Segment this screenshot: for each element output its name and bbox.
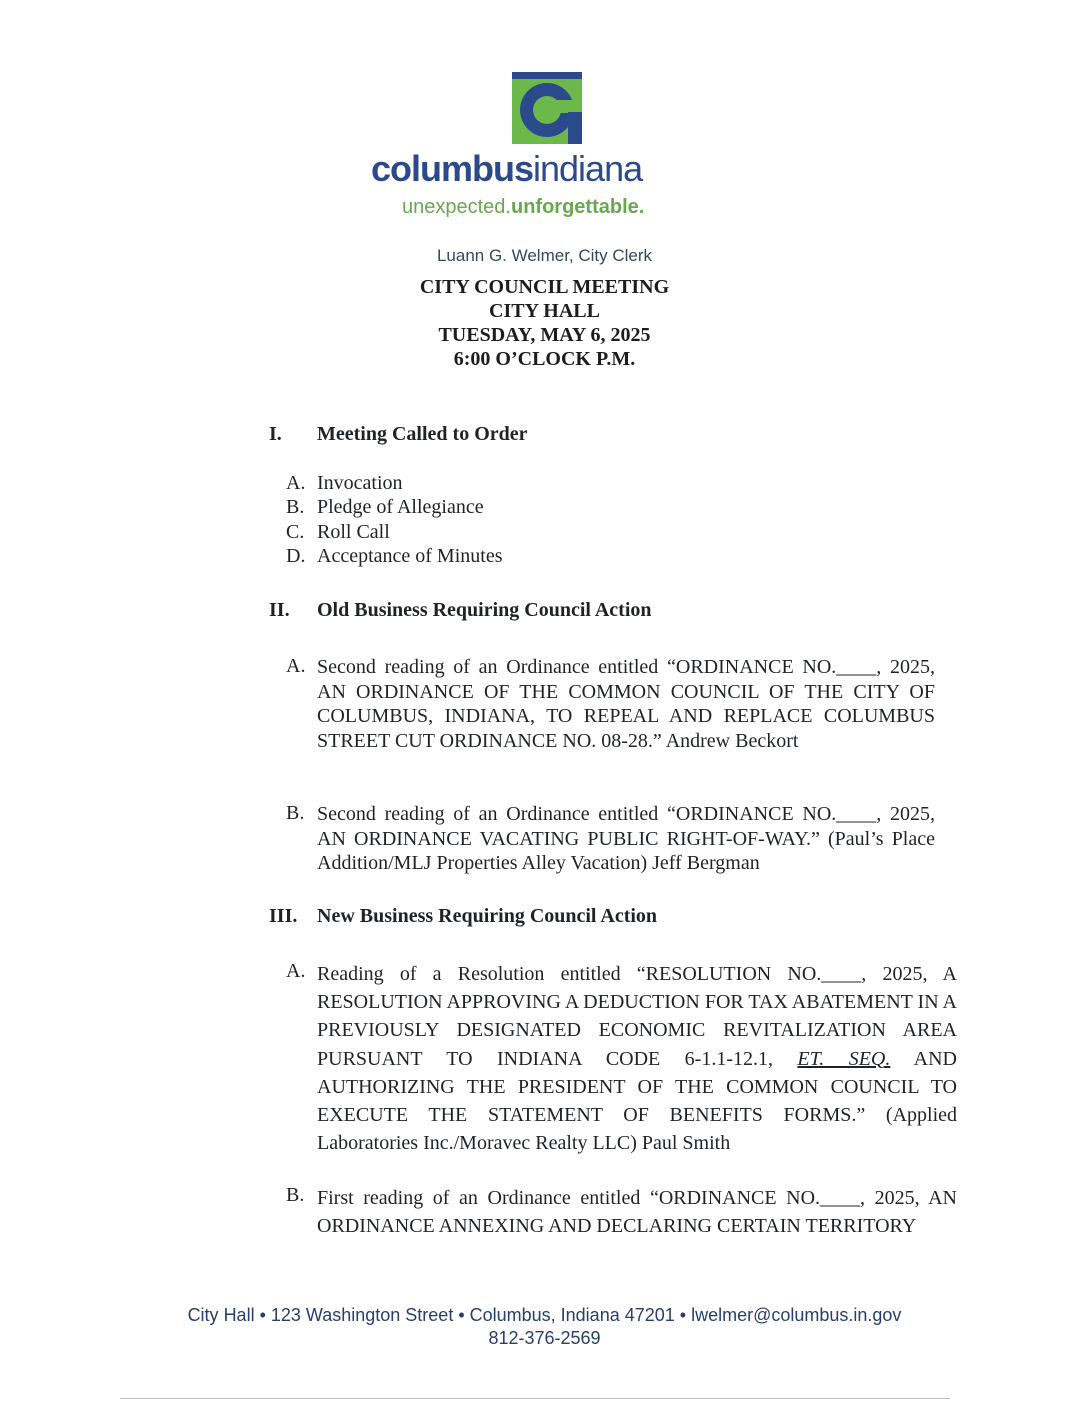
section-3-item-text: Reading of a Resolution entitled “RESOLUTION NO.____, 2025, A RESOLUTION APPROVING A DEDUCTION FOR TAX ABATEMENT IN A PREVIOUSLY DESIGNATED ECONOMIC REVITALIZATION AREA PURSUANT TO INDIANA CODE 6-1.1-12.1, ET. SEQ. AND AUTHORIZING THE PRESIDENT OF THE COMMON COUNCIL TO EXECUTE THE STATEMENT OF BENEFITS FORMS.” (Applied Laboratories Inc./Moravec Realty LLC) Paul Smith [317,963,957,1155]
section-2-number: II. [269,599,290,621]
logo-wordmark: columbusindiana [371,148,643,189]
section-1-item-letter: A. [286,472,306,494]
section-3-item-letter: B. [286,1184,305,1206]
section-2-item-text: Second reading of an Ordinance entitled “ORDINANCE NO.____, 2025, AN ORDINANCE VACATING PUBLIC RIGHT-OF-WAY.” (Paul’s Place Addition/MLJ Properties Alley Vacation) Jeff Bergman [317,803,935,874]
page-bottom-divider [120,1398,950,1399]
city-clerk-name: Luann G. Welmer, City Clerk [436,246,653,265]
section-2-item-letter: B. [286,802,305,824]
section-3-title: New Business Requiring Council Action [317,905,658,927]
section-2-item-letter: A. [286,655,306,677]
footer-phone: 812-376-2569 [488,1328,601,1348]
section-1-number: I. [269,423,282,445]
meeting-date: TUESDAY, MAY 6, 2025 [438,324,651,346]
meeting-time: 6:00 O’CLOCK P.M. [453,348,636,370]
section-3-number: III. [269,905,298,927]
section-1-item-text: Roll Call [317,521,390,543]
section-1-item-letter: D. [286,545,306,567]
logo-tagline: unexpected.unforgettable. [402,196,645,218]
footer-address: City Hall • 123 Washington Street • Columbus, Indiana 47201 • lwelmer@columbus.in.gov [187,1305,902,1325]
section-1-title: Meeting Called to Order [317,423,528,445]
section-2-item-text: Second reading of an Ordinance entitled “ORDINANCE NO.____, 2025, AN ORDINANCE OF THE COMMON COUNCIL OF THE CITY OF COLUMBUS, INDIANA, TO REPEAL AND REPLACE COLUMBUS STREET CUT ORDINANCE NO. 08-28.” Andrew Beckort [317,656,935,752]
section-3-item-letter: A. [286,960,306,982]
meeting-location: CITY HALL [489,300,600,322]
section-3-item-text: First reading of an Ordinance entitled “ORDINANCE NO.____, 2025, AN ORDINANCE ANNEXING AND DECLARING CERTAIN TERRITORY [317,1187,957,1238]
city-logo-mark-icon [512,72,582,144]
section-1-item-text: Invocation [317,472,403,494]
section-2-title: Old Business Requiring Council Action [317,599,652,621]
meeting-title: CITY COUNCIL MEETING [419,276,670,298]
section-1-item-letter: B. [286,496,305,518]
section-1-item-text: Pledge of Allegiance [317,496,484,518]
section-1-item-letter: C. [286,521,305,543]
section-1-item-text: Acceptance of Minutes [317,545,503,567]
